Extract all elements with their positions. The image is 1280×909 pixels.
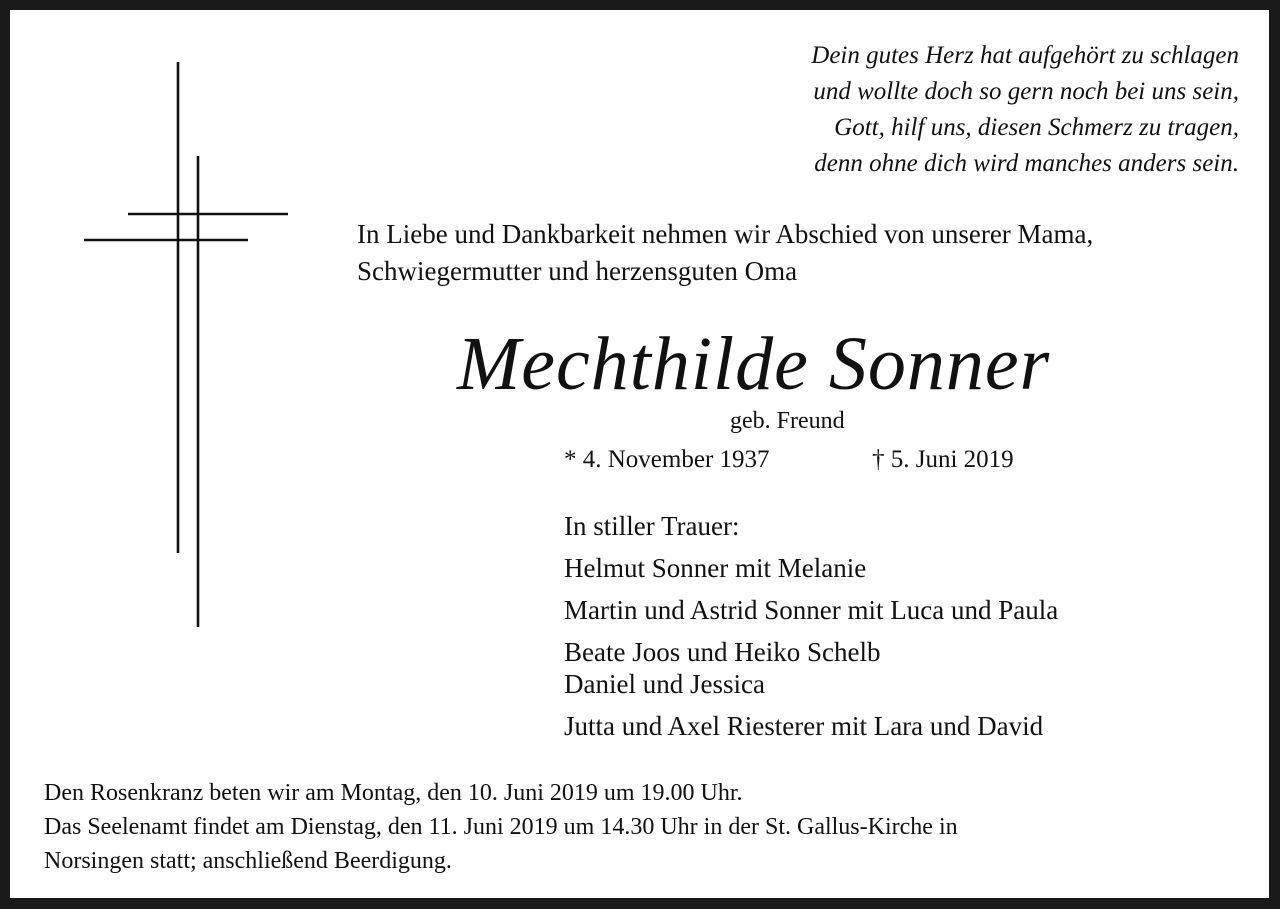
poem-line: Gott, hilf uns, diesen Schmerz zu tragen, xyxy=(834,114,1239,141)
mourner-row: Martin und Astrid Sonner mit Luca und Paula xyxy=(564,595,1059,625)
double-cross-icon xyxy=(10,10,330,650)
service-line: Den Rosenkranz beten wir am Montag, den 10. Juni 2019 um 19.00 Uhr. xyxy=(44,780,743,806)
life-dates xyxy=(564,444,1014,476)
deceased-name: Mechthilde Sonner xyxy=(457,322,1051,406)
mourner-row: Beate Joos und Heiko Schelb xyxy=(564,637,881,667)
mourner-row: Jutta und Axel Riesterer mit Lara und David xyxy=(564,711,1044,741)
poem-line: denn ohne dich wird manches anders sein. xyxy=(814,150,1239,177)
mourners-heading: In stiller Trauer: xyxy=(564,511,740,541)
death-date: † 5. Juni 2019 xyxy=(872,446,1014,473)
service-info xyxy=(44,776,958,878)
mourners-list xyxy=(564,510,1058,752)
mourner-row: Daniel und Jessica xyxy=(564,669,765,699)
maiden-name: geb. Freund xyxy=(730,408,845,434)
service-line: Das Seelenamt findet am Dienstag, den 11. Juni 2019 um 14.30 Uhr in der St. Gallus-Kirche in xyxy=(44,814,958,840)
poem xyxy=(811,38,1239,182)
poem-line: und wollte doch so gern noch bei uns sein, xyxy=(813,78,1239,105)
obituary-notice xyxy=(10,10,1269,898)
intro-line: In Liebe und Dankbarkeit nehmen wir Abschied von unserer Mama, xyxy=(357,219,1094,249)
birth-date: * 4. November 1937 xyxy=(564,446,770,473)
intro-text xyxy=(357,216,1093,290)
intro-line: Schwiegermutter und herzensguten Oma xyxy=(357,256,798,286)
service-line: Norsingen statt; anschließend Beerdigung. xyxy=(44,848,452,874)
mourner-row: Helmut Sonner mit Melanie xyxy=(564,553,867,583)
poem-line: Dein gutes Herz hat aufgehört zu schlagen xyxy=(811,42,1239,69)
